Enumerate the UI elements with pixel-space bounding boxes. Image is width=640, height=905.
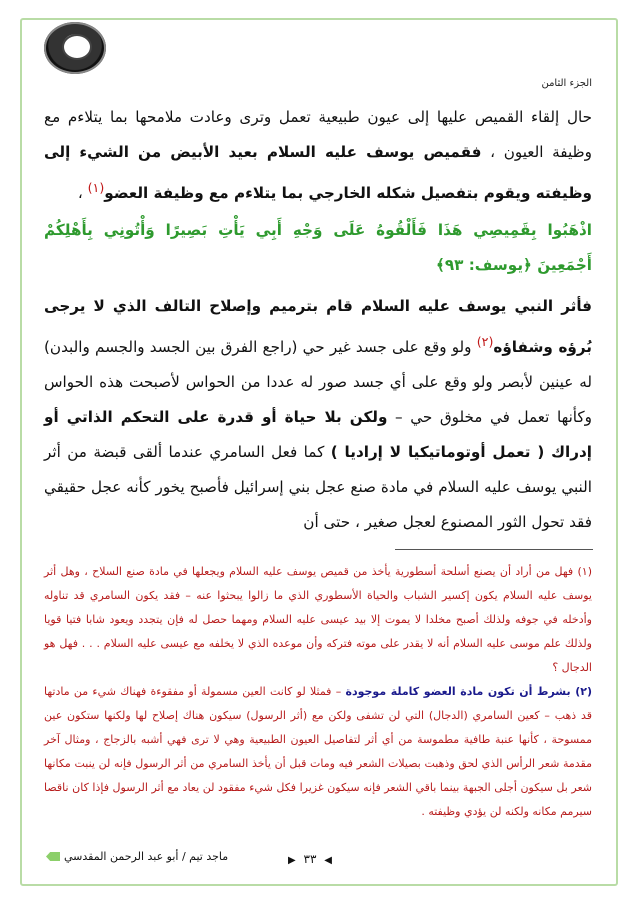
main-text [44, 100, 592, 540]
logo-emblem [62, 34, 92, 60]
footnote-2-text: – فمثلا لو كانت العين مسمولة أو مفقوءة فهناك شيء من مادتها قد ذهب – كعين السامري (الدجال) التي لن تشفى ولكن مع (أثر الرسول) سيكون هناك إصلاح لها ولكنها ستكون عين ممسوحة ، كأنها عنبة طافية مطموسة من أي أثر لتفاصيل العيون الطبيعية وهي لا ترى فهي أشبه بالزجاج ، ومثال آخر مقدمة شعر الرأس الذي لحق وذهبت بصيلات الشعر فيه ومات قبل أن يأخذ السامري من أثر الرسول فإنه لن ينبت مكانها شعر بل سيكون أجلى الجبهة بينما باقي الشعر فإنه سيكون غزيرا فكل شيء مفقود لن يعاد مع أثر الرسول فإذا كان ناقصا سيرمم مكانه ولكنه لن يؤدي وظيفته . [44, 685, 592, 818]
footnote-ref-2[interactable]: (٢) [476, 334, 494, 350]
author-credit [46, 850, 228, 863]
p2-plain-b: ولو وقع على جسد غير حي (راجع الفرق بين الجسد والجسم والبدن) له عينين لأبصر ولو وقع على أي جسد صور له عددا من الحواس لأصبحت هذه الحواس وكأنها تعمل في مخلوق حي – [44, 338, 592, 427]
site-logo-icon [44, 22, 106, 74]
prev-page-arrow-icon[interactable]: ▶ [288, 855, 296, 866]
p2-bold-a: فأثر النبي يوسف عليه السلام قام بترميم وإصلاح التالف الذي لا يرجى بُرؤه وشفاؤه [44, 297, 592, 357]
section-header: الجزء الثامن [541, 78, 592, 89]
author-name: ماجد تيم / أبو عبد الرحمن المقدسي [64, 850, 229, 863]
footnotes [44, 560, 592, 824]
p2-bold-c: ولكن بلا حياة أو قدرة على التحكم الذاتي أو إدراك ( تعمل أوتوماتيكيا لا إراديا ) [44, 408, 592, 462]
p1-end: ، [77, 184, 88, 203]
next-page-arrow-icon[interactable]: ◀ [324, 855, 332, 866]
page-number: ٣٣ [303, 852, 317, 866]
quran-verse: اذْهَبُوا بِقَمِيصِي هَذَا فَأَلْقُوهُ عَلَى وَجْهِ أَبِي يَأْتِ بَصِيرًا وَأْتُونِي بِأَهْلِكُمْ أَجْمَعِينَ ﴿يوسف: ٩٣﴾ [44, 221, 592, 275]
pen-icon [46, 852, 60, 861]
footnote-ref-1[interactable]: (١) [87, 180, 105, 195]
footnote-divider [395, 549, 593, 550]
paragraph-1 [44, 100, 592, 211]
p1-bold: فقميص يوسف عليه السلام بعيد الأبيض من الشيء إلى وظيفته ويقوم بتفصيل شكله الخارجي بما يتلاءم مع وظيفة العضو [44, 143, 592, 203]
paragraph-2 [44, 289, 592, 540]
footnote-2-lead: (٢) بشرط أن تكون مادة العضو كاملة موجودة [345, 685, 592, 698]
page-navigation [255, 852, 365, 866]
p2-plain-d: كما فعل السامري عندما ألقى قبضة من أثر النبي يوسف عليه السلام في مادة صنع عجل بني إسرائيل فأصبح يخور كأنه عجل حقيقي فقد تحول الثور المصنوع لعجل صغير ، حتى أن [44, 443, 592, 532]
p1-plain: حال إلقاء القميص عليها إلى عيون طبيعية تعمل وترى وعادت ملامحها بما يتلاءم مع وظيفة العيون ، [44, 108, 592, 161]
footnote-2 [44, 680, 592, 824]
footnote-1: (١) فهل من أراد أن يصنع أسلحة أسطورية يأخذ من قميص يوسف عليه السلام ويجعلها في مادة صنع السلاح ، وهل أثر يوسف عليه السلام يكون إكسير الشباب والحياة الأسطوري الذي ما زالوا يبحثوا عنه – فقد يكون السامري قد تناوله وأدخله في جوفه ولذلك أصبح مخلدا لا يموت إلا بيد عيسى عليه السلام ومهما حصل له فإن يتجدد ويعود شابا فتيا قويا ولذلك علم موسى عليه السلام أنه لا يقدر على موته فتركه وأن موعده الذي لا يخلفه مع عيسى عليه السلام . . . فهل هو الدجال ؟ [44, 565, 592, 674]
